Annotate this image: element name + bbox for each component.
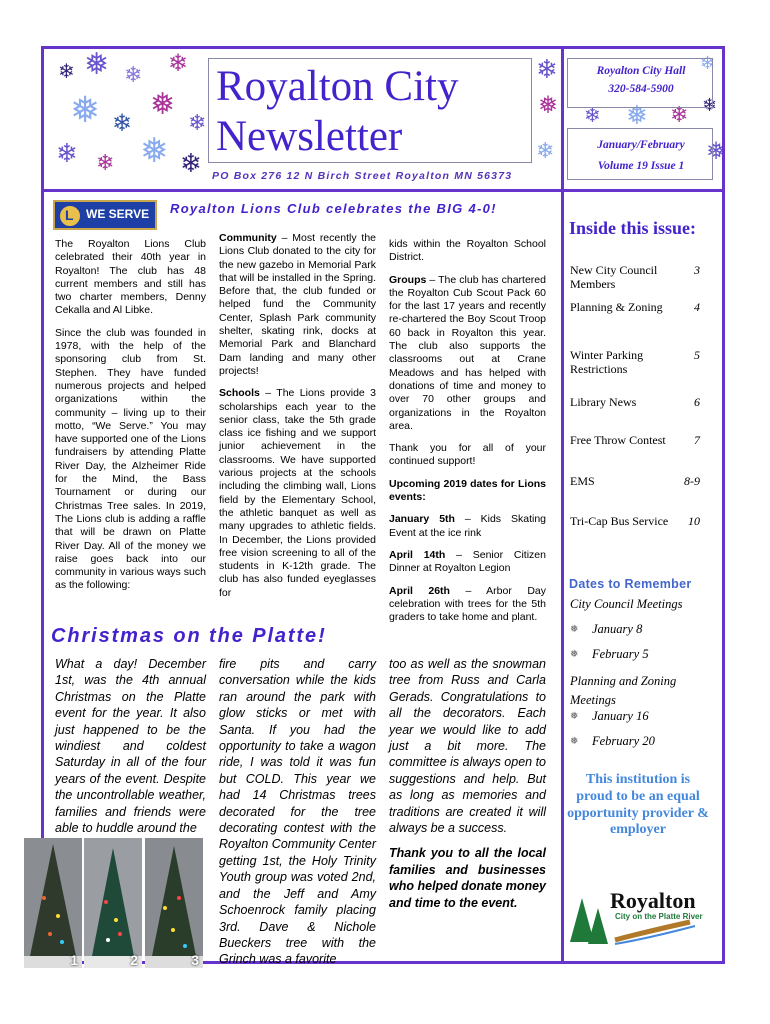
christmas-tree-icon	[24, 838, 82, 968]
community-heading: Community	[219, 232, 277, 244]
lions-logo-text: WE SERVE	[86, 207, 150, 221]
date-item: February 20	[592, 734, 655, 748]
date-item: January 16	[592, 709, 649, 723]
snowflake-icon: ❅	[140, 132, 169, 170]
snowflake-icon: ❄	[96, 150, 115, 175]
snowflake-icon: ❄	[188, 110, 207, 135]
logo-tagline: City on the Platte River	[615, 912, 703, 921]
upcoming-dates-heading: Upcoming 2019 dates for Lions events:	[389, 477, 546, 504]
toc-item-title: Winter Parking Restrictions	[570, 348, 644, 376]
snowflake-icon: ❅	[150, 88, 176, 121]
tree-photo-3	[145, 838, 203, 968]
toc-item-page: 10	[688, 514, 700, 528]
snowflake-icon: ❄	[56, 138, 78, 168]
christmas-col2-text: fire pits and carry conversation while the kids ran around the park with glow sticks or met with Santa. If you had the opportunity to take a wagon ride, I was told it was fun but COLD. This year we had 14 Christmas trees decorated for the tree decorating contest with the Royalton Community Center getting 1st, the Holy Trinity Youth group was voted 2nd, and the Jeff and Amy Schoenrock family placing 3rd. Dave & Nichole Bueckers tree with the Grinch was a favorite	[219, 657, 377, 967]
lions-logo	[53, 200, 157, 230]
snowflake-icon: ❅	[626, 100, 648, 130]
photo-2-label: 2	[130, 952, 138, 968]
event-1-date: January 5th	[389, 513, 455, 526]
planning-zoning-heading: Planning and Zoning Meetings	[570, 674, 677, 707]
christmas-col1-text: What a day! December 1st, was the 4th annual Christmas on the Platte event for the year. It also just happened to be the windiest and coldest Saturday in all of the four years of the event. Despite the uncontrollable weather, families and friends were able to huddle around the	[55, 657, 206, 836]
city-hall-phone: 320-584-5900	[608, 83, 674, 95]
snowflake-icon: ❄	[536, 54, 558, 84]
christmas-tree-icon	[84, 838, 142, 968]
toc-item-title: Tri-Cap Bus Service	[570, 514, 669, 528]
schools-text: – The Lions provide 3 scholarships each year to the senior class, take the 5th grade class ice fishing and we support junior achievement in the classrooms. We have supported various projects at the schools including the climbing wall, Lions field by the Elementary School, the athletic banquet as well as many upgrades to athletic fields. In December, the Lions provided free vision screening to all of the students in K-12th grade. The club has also funded eyeglasses for	[219, 387, 376, 599]
toc-item-page: 5	[694, 348, 700, 362]
royalton-logo	[570, 882, 710, 952]
groups-heading: Groups	[389, 273, 427, 286]
toc-item-title: Planning & Zoning	[570, 300, 663, 314]
event-3-text: – Arbor Day celebration with trees for the 5th graders to take home and plant.	[389, 584, 546, 624]
schools-heading: Schools	[219, 387, 260, 400]
event-3-date: April 26th	[389, 584, 450, 597]
bullet-icon: ❅	[570, 624, 579, 635]
issue-volume: Volume 19 Issue 1	[597, 160, 685, 172]
community-text: – Most recently the Lions Club donated to the city for the new gazebo in Memorial Park that will be installed in the Spring. Before that, the club funded or helped fund the Community Center, Splash Park community shelter, skating rink, docks at Memorial Park and Blanchard Dam landing and many other projects!	[219, 232, 376, 377]
snowflake-icon: ❄	[670, 102, 689, 127]
snowflake-icon: ❄	[112, 110, 133, 137]
christmas-col-3	[389, 656, 546, 920]
city-hall-name: Royalton City Hall	[596, 65, 686, 77]
photo-1-label: 1	[70, 952, 78, 968]
snowflake-icon: ❄	[58, 61, 75, 83]
toc-item-page: 8-9	[684, 474, 700, 488]
snowflake-icon: ❅	[84, 48, 110, 81]
issue-box	[567, 128, 713, 180]
title-line-2: Newsletter	[216, 113, 403, 160]
christmas-tree-icon	[145, 838, 203, 968]
lions-col-1	[55, 238, 206, 602]
equal-opportunity-statement: This institution is proud to be an equal opportunity provider & employer	[567, 772, 709, 838]
thank-you-text: Thank you for all of your continued support!	[389, 442, 546, 468]
snowflake-icon: ❄	[124, 62, 143, 87]
toc-item-page: 3	[694, 263, 700, 277]
title-line-1: Royalton City	[216, 63, 459, 110]
bullet-icon: ❅	[570, 711, 579, 722]
snowflake-icon: ❄	[168, 50, 189, 77]
lions-col1-para-1: The Royalton Lions Club celebrated their 40th year in Royalton! The club has 48 current members and still has two charter members, Denny Cekalla and Al Libke.	[55, 238, 206, 317]
toc-item-page: 6	[694, 395, 700, 409]
christmas-col3-text: too as well as the snowman tree from Russ and Carla Gerads. Congratulations to all the decorators. Each year we would like to add just a bit more. The committee is always open to suggestions and help. But as long as memories and traditions are created it will always be a success.	[389, 657, 547, 836]
lions-col3-para-1: kids within the Royalton School District.	[389, 238, 546, 264]
snowflake-icon: ❄	[584, 105, 601, 127]
event-2-date: April 14th	[389, 548, 446, 561]
snowflake-icon: ❅	[706, 138, 727, 165]
newsletter-title	[216, 62, 526, 162]
snowflake-icon: ❄	[536, 138, 555, 163]
event-2-text: – Senior Citizen Dinner at Royalton Legion	[389, 548, 546, 575]
tree-photo-1	[24, 838, 82, 968]
dates-title: Dates to Remember	[569, 577, 692, 591]
toc-item-page: 7	[694, 433, 700, 447]
issue-months: January/February	[597, 139, 685, 151]
tree-photo-2	[84, 838, 142, 968]
header-divider	[41, 189, 725, 192]
date-item: January 8	[592, 622, 643, 636]
city-council-heading: City Council Meetings	[570, 597, 683, 611]
toc-item-title: New City Council Members	[570, 263, 658, 291]
date-item: February 5	[592, 647, 649, 661]
lions-col-3	[389, 238, 546, 633]
city-hall-box	[567, 58, 713, 108]
toc-item-title: EMS	[570, 474, 595, 488]
event-1-text: – Kids Skating Event at the ice rink	[389, 513, 546, 539]
snowflake-icon: ❅	[70, 89, 101, 130]
toc-item-title: Free Throw Contest	[570, 433, 666, 447]
lions-emblem-icon	[58, 204, 82, 228]
groups-text: – The club has chartered the Royalton Cub Scout Pack 60 for the last 17 years and recently re-chartered the Boy Scout Troop 60 back in Royalton this year. The club also supports the classrooms out at Crane Meadows and has helped with donations of time and money to over 70 other groups and organizations in the Royalton area.	[389, 273, 546, 432]
toc-item-page: 4	[694, 300, 700, 314]
logo-name: Royalton	[610, 888, 696, 913]
sidebar-divider	[561, 46, 564, 964]
snowflake-icon: ❅	[538, 92, 559, 119]
snowflake-icon: ❄	[702, 95, 718, 115]
bullet-icon: ❅	[570, 649, 579, 660]
christmas-col-2	[219, 656, 376, 977]
lions-col1-para-2: Since the club was founded in 1978, with the help of the sponsoring club from St. Stephen. They have funded numerous projects and helped organizations within the community – living up to their motto, “We Serve.” You may have supported one of the Lions fundraisers by attending Platte River Day, the Alzheimer Ride for the Mind, the Bass Tournament or during our Christmas Tree sales. In 2019, The Lions club is adding a raffle that will be drawn on Platte River Day. All of the money we raise goes back into our community in various ways such as the following:	[55, 326, 206, 592]
snowflake-icon: ❄	[700, 53, 716, 73]
lions-article-title: Royalton Lions Club celebrates the BIG 4-0!	[170, 201, 497, 216]
masthead-address: PO Box 276 12 N Birch Street Royalton MN 56373	[212, 170, 513, 182]
christmas-thanks-text: Thank you to all the local families and businesses who helped donate money and time to the event.	[389, 846, 546, 910]
christmas-col-1	[55, 656, 206, 845]
photo-3-label: 3	[191, 952, 199, 968]
lions-col-2	[219, 232, 376, 609]
inside-issue-title: Inside this issue:	[569, 218, 697, 238]
snowflake-icon: ❄	[180, 148, 202, 178]
bullet-icon: ❅	[570, 736, 579, 747]
toc-item-title: Library News	[570, 395, 637, 409]
christmas-article-title: Christmas on the Platte!	[51, 625, 327, 647]
